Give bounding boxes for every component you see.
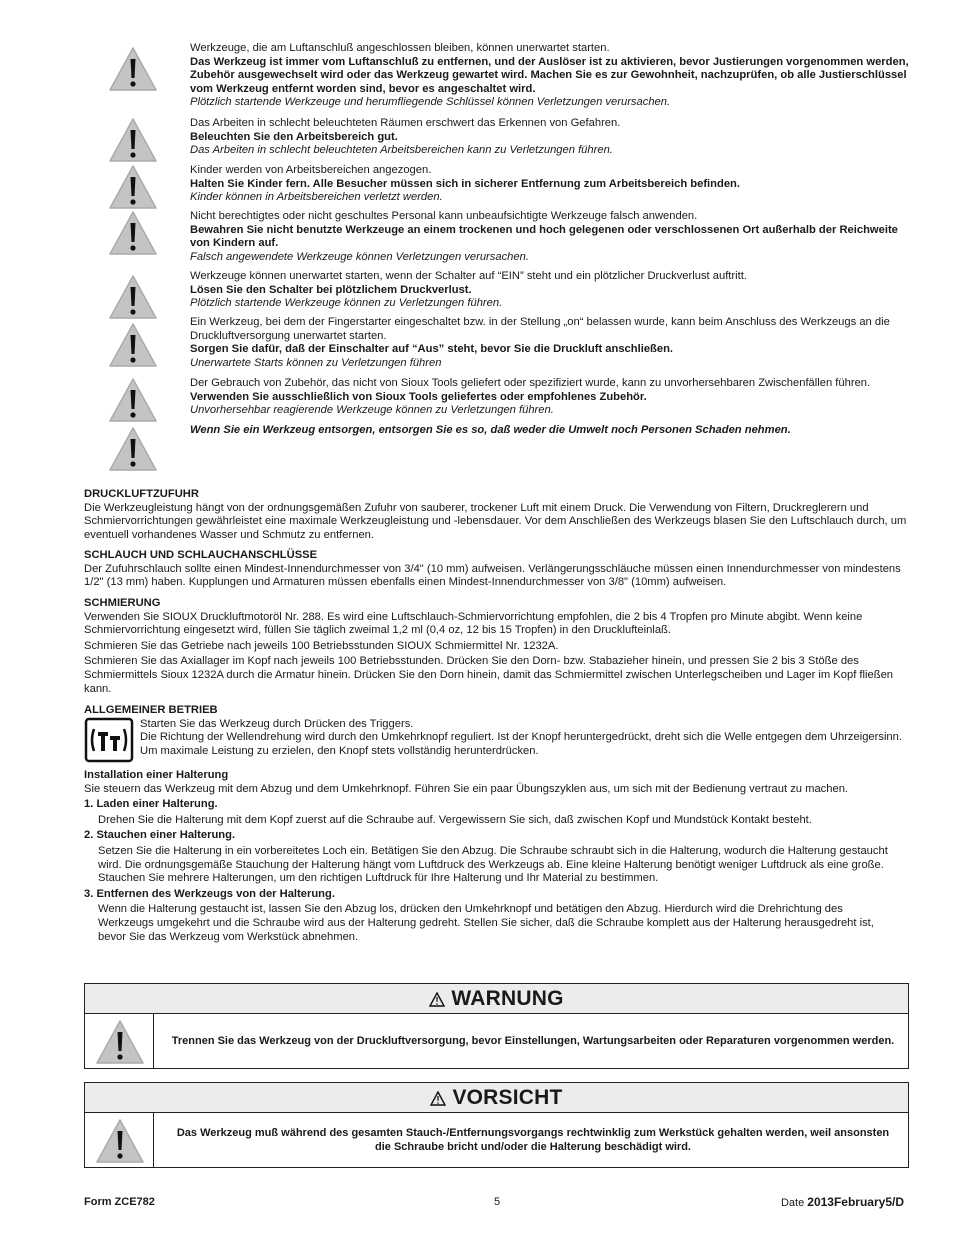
step-text: Setzen Sie die Halterung in ein vorbereitetes Loch ein. Betätigen Sie den Abzug. Die Schraube schraubt sich in die Halterung, wodurch die Halterung gestaucht wird. Die ordnungsgemäße Stauchung der Halterung hängt vom Luftdruck des Werkzeugs ab. Eine kleine Halterung benötigt weniger Luftdruck als eine große. Stauchen Sie mehrere Halterungen, um den richtigen Luftdruck für Ihre Halterung und Ihr Material zu bestimmen. [98, 844, 888, 885]
warning-triangle-icon [108, 426, 158, 472]
step-text: Drehen Sie die Halterung mit dem Kopf zuerst auf die Schraube auf. Vergewissern Sie sich, daß zwischen Kopf und Mundstück Kontakt besteht. [98, 813, 812, 826]
section-text: Sie steuern das Werkzeug mit dem Abzug und dem Umkehrknopf. Führen Sie ein paar Übungszyklen aus, um sich mit der Bedienung vertraut zu machen. [84, 782, 849, 795]
section-title: DRUCKLUFTZUFUHR [84, 488, 199, 500]
warning-small-icon [429, 992, 445, 1007]
warning-hazard-text: Der Gebrauch von Zubehör, das nicht von Sioux Tools geliefert oder spezifiziert wurde, kann zu unvorhersehbaren Zwischenfällen führen. [190, 377, 871, 389]
warning-box-header [85, 984, 908, 1014]
section-title: SCHMIERUNG [84, 597, 161, 609]
warning-triangle-icon [108, 377, 158, 423]
section-text: Schmieren Sie das Axiallager im Kopf nach jeweils 100 Betriebsstunden. Drücken Sie den Dorn- bzw. Stabazieher hinein, und pressen Sie 2 bis 3 Stöße des Schmiermittels Sioux 1232A durch die Armatur hinein. Drücken Sie den Dorn hinein, damit das Schmiermittel zwischen Unterlegscheiben und Lager im Kopf fließen kann. [84, 655, 894, 695]
section-text: Die Richtung der Wellendrehung wird durch den Umkehrknopf reguliert. Ist der Knopf heruntergedrückt, dreht sich die Welle entgegen dem Uhrzeigersinn. Um maximale Leistung zu erzielen, den Knopf stets vollständig herunterdrücken. [140, 731, 902, 757]
warning-instruction-text: Lösen Sie den Schalter bei plötzlichem Druckverlust. [190, 283, 472, 296]
section-text: Starten Sie das Werkzeug durch Drücken des Triggers. [140, 717, 414, 730]
warning-instruction-text: Halten Sie Kinder fern. Alle Besucher müssen sich in sicherer Entfernung zum Arbeitsbereich befinden. [190, 177, 740, 190]
warning-instruction-text: Bewahren Sie nicht benutzte Werkzeuge an einem trockenen und hoch gelegenen oder verschlossenen Ort außerhalb der Reichweite von Kindern auf. [190, 223, 898, 250]
warning-triangle-icon [108, 210, 158, 256]
warning-triangle-icon [95, 1118, 145, 1164]
warning-triangle-icon [108, 322, 158, 368]
caution-box-icon-cell [85, 1113, 154, 1167]
warning-box-title: WARNUNG [451, 987, 564, 1010]
warning-consequence-text: Unerwartete Starts können zu Verletzungen führen [190, 356, 442, 369]
section-text: Verwenden Sie SIOUX Druckluftmotoröl Nr. 288. Es wird eine Luftschlauch-Schmiervorrichtung empfohlen, die 2 bis 4 Tropfen pro Minute abgibt. Wenn keine Schmiervorrichtung eingesetzt wird, füllen Sie täglich zweimal 1,2 ml (0,4 oz, 12 bis 15 Tropfen) in den Drucklufteinlaß. [84, 610, 863, 637]
warning-hazard-text: Ein Werkzeug, bei dem der Fingerstarter eingeschaltet bzw. in der Stellung „on“ belassen wurde, kann beim Anschluss des Werkzeugs an die Druckluftversorgung unerwartet starten. [190, 316, 890, 342]
warning-consequence-text: Unvorhersehbar reagierende Werkzeuge können zu Verletzungen führen. [190, 404, 554, 417]
footer-date [781, 1196, 904, 1211]
warning-hazard-text: Kinder werden von Arbeitsbereichen angezogen. [190, 164, 432, 176]
warning-box-icon-cell [85, 1014, 154, 1068]
section-title: ALLGEMEINER BETRIEB [84, 704, 218, 716]
step-item [84, 888, 912, 944]
warning-consequence-text: Plötzlich startende Werkzeuge und herumfliegende Schlüssel können Verletzungen verursachen. [190, 96, 671, 109]
footer-page-number: 5 [494, 1196, 501, 1208]
step-text: Wenn die Halterung gestaucht ist, lassen Sie den Abzug los, drücken den Umkehrknopf und betätigen den Abzug. Hierdurch wird die Drehrichtung des Werkzeugs umgekehrt und die Schraube wird aus der Halterung gedreht. Stellen Sie sicher, daß die Schraube komplett aus der Halterung herausgedreht ist, bevor Sie das Werkzeug vom Werkstück abnehmen. [98, 903, 874, 943]
caution-box-body [85, 1113, 908, 1167]
warning-consequence-text: Falsch angewendete Werkzeuge können Verletzungen verursachen. [190, 250, 529, 263]
section-hose [84, 549, 912, 590]
warning-disposal-text: Wenn Sie ein Werkzeug entsorgen, entsorgen Sie es so, daß weder die Umwelt noch Personen Schaden nehmen. [190, 424, 791, 436]
footer-date-value: 2013February5/D [807, 1195, 904, 1209]
warning-triangle-icon [108, 46, 158, 92]
trigger-tool-icon [84, 717, 134, 763]
step-title: 2. Stauchen einer Halterung. [84, 829, 236, 842]
section-text: Die Werkzeugleistung hängt von der ordnungsgemäßen Zufuhr von sauberer, trockener Luft mit einem Druck. Die Verwendung von Filtern, Druckreglerern und Schmiervorrichtungen gewährleistet eine maximale Werkzeugleistung und -lebensdauer. Vor dem Anschließen des Werkzeugs blasen Sie den Luftschlauch durch, um eventuell vorhandenes Wasser und Schmutz zu entfernen. [84, 501, 907, 541]
warning-box-text: Trennen Sie das Werkzeug von der Druckluftversorgung, bevor Einstellungen, Wartungsarbeiten oder Reparaturen vorgenommen werden. [171, 1035, 895, 1047]
caution-box-text: Das Werkzeug muß während des gesamten Stauch-/Entfernungsvorgangs rechtwinklig zum Werkstück gehalten werden, weil ansonsten die Schraube bricht und/oder die Halterung beschädigt wird. [176, 1127, 890, 1153]
warning-triangle-icon [108, 274, 158, 320]
section-text: Schmieren Sie das Getriebe nach jeweils 100 Betriebsstunden SIOUX Schmiermittel Nr. 1232A. [84, 639, 559, 652]
warning-small-icon [430, 1091, 446, 1106]
caution-box-header [85, 1083, 908, 1113]
caution-box-title: VORSICHT [452, 1086, 563, 1109]
warning-consequence-text: Kinder können in Arbeitsbereichen verletzt werden. [190, 191, 443, 204]
warning-triangle-icon [108, 117, 158, 163]
warning-instruction-text: Sorgen Sie dafür, daß der Einschalter auf “Aus” steht, bevor Sie die Druckluft anschließen. [190, 343, 674, 356]
step-item [84, 798, 912, 827]
warning-box-body [85, 1014, 908, 1068]
section-installation [84, 769, 912, 944]
warning-hazard-text: Werkzeuge, die am Luftanschluß angeschlossen bleiben, können unerwartet starten. [190, 42, 610, 54]
warning-box [84, 983, 909, 1069]
step-title: 1. Laden einer Halterung. [84, 798, 218, 811]
warning-triangle-icon [95, 1019, 145, 1065]
section-general-operation [84, 704, 912, 758]
warning-instruction-text: Verwenden Sie ausschließlich von Sioux Tools geliefertes oder empfohlenes Zubehör. [190, 390, 647, 403]
warning-hazard-text: Werkzeuge können unerwartet starten, wenn der Schalter auf “EIN” steht und ein plötzlicher Druckverlust auftritt. [190, 270, 747, 282]
section-title: Installation einer Halterung [84, 769, 229, 781]
warning-instruction-text: Beleuchten Sie den Arbeitsbereich gut. [190, 130, 398, 143]
warning-hazard-text: Das Arbeiten in schlecht beleuchteten Räumen erschwert das Erkennen von Gefahren. [190, 117, 621, 129]
warning-hazard-text: Nicht berechtigtes oder nicht geschultes Personal kann unbeaufsichtigte Werkzeuge falsch anwenden. [190, 210, 698, 222]
footer-date-label: Date [780, 1197, 805, 1209]
section-text: Der Zufuhrschlauch sollte einen Mindest-Innendurchmesser von 3/4" (10 mm) aufweisen. Verlängerungsschläuche müssen einen Innendurchmesser von mindestens 1/2" (13 mm) haben. Kupplungen und Armaturen müssen ebenfalls einen Mindest-Innendurchmesser von 3/8" (10mm) aufweisen. [84, 562, 901, 589]
warning-instruction-text: Das Werkzeug ist immer vom Luftanschluß zu entfernen, und der Auslöser ist zu aktivieren, bevor Justierungen vorgenommen werden, Zubehör ausgewechselt wird oder das Werkzeug gewartet wird. Machen Sie es zur Gewohnheit, nachzuprüfen, ob alle Justierschlüssel vom Werkzeug entfernt worden sind, bevor es angeschaltet wird. [190, 55, 909, 95]
warning-consequence-text: Das Arbeiten in schlecht beleuchteten Arbeitsbereichen kann zu Verletzungen führen. [190, 144, 613, 157]
warning-consequence-text: Plötzlich startende Werkzeuge können zu Verletzungen führen. [190, 297, 503, 310]
warning-triangle-icon [108, 164, 158, 210]
caution-box [84, 1082, 909, 1168]
step-title: 3. Entfernen des Werkzeugs von der Halterung. [84, 887, 335, 900]
step-item [84, 829, 912, 885]
section-title: SCHLAUCH UND SCHLAUCHANSCHLÜSSE [84, 549, 318, 561]
footer-form-number: Form ZCE782 [84, 1196, 155, 1208]
section-air-supply [84, 488, 912, 542]
section-lubrication [84, 597, 912, 696]
